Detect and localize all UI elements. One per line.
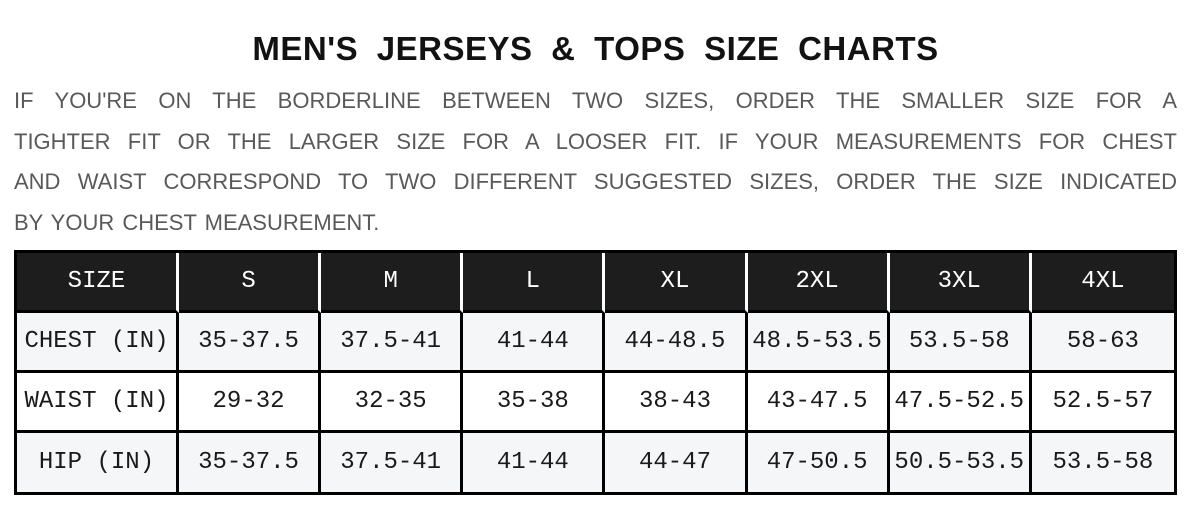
row-label-hip: HIP (IN) — [17, 433, 179, 492]
intro-line-1: IF YOU'RE ON THE BORDERLINE BETWEEN TWO SIZES, ORDER THE SMALLER SIZE FOR A — [14, 88, 1177, 113]
row-label-chest: CHEST (IN) — [17, 313, 179, 373]
cell-chest-2xl: 48.5-53.5 — [748, 313, 890, 373]
table-row-waist — [17, 373, 1174, 433]
cell-chest-4xl: 58-63 — [1032, 313, 1174, 373]
cell-hip-m: 37.5-41 — [321, 433, 463, 492]
header-cell-s: S — [179, 253, 321, 313]
cell-hip-xl: 44-47 — [605, 433, 747, 492]
cell-hip-3xl: 50.5-53.5 — [890, 433, 1032, 492]
cell-waist-4xl: 52.5-57 — [1032, 373, 1174, 433]
cell-waist-m: 32-35 — [321, 373, 463, 433]
table-row-chest — [17, 313, 1174, 373]
header-cell-size: SIZE — [17, 253, 179, 313]
cell-chest-m: 37.5-41 — [321, 313, 463, 373]
header-cell-m: M — [321, 253, 463, 313]
intro-line-2: TIGHTER FIT OR THE LARGER SIZE FOR A LOOSER FIT. IF YOUR MEASUREMENTS FOR CHEST — [14, 128, 1177, 154]
intro-line-3: AND WAIST CORRESPOND TO TWO DIFFERENT SUGGESTED SIZES, ORDER THE SIZE INDICATED — [14, 169, 1177, 194]
cell-hip-s: 35-37.5 — [179, 433, 321, 492]
cell-hip-2xl: 47-50.5 — [748, 433, 890, 492]
cell-waist-3xl: 47.5-52.5 — [890, 373, 1032, 433]
size-table — [14, 250, 1177, 495]
header-cell-3xl: 3XL — [890, 253, 1032, 313]
header-cell-xl: XL — [605, 253, 747, 313]
row-label-waist: WAIST (IN) — [17, 373, 179, 433]
cell-chest-3xl: 53.5-58 — [890, 313, 1032, 373]
header-cell-2xl: 2XL — [748, 253, 890, 313]
table-row-hip — [17, 433, 1174, 492]
header-cell-l: L — [463, 253, 605, 313]
intro-paragraph — [14, 81, 1177, 243]
header-cell-4xl: 4XL — [1032, 253, 1174, 313]
size-table-header-row — [17, 253, 1174, 313]
cell-chest-xl: 44-48.5 — [605, 313, 747, 373]
page-title: MEN'S JERSEYS & TOPS SIZE CHARTS — [252, 30, 939, 67]
intro-line-4: BY YOUR CHEST MEASUREMENT. — [14, 209, 380, 235]
cell-waist-xl: 38-43 — [605, 373, 747, 433]
cell-chest-s: 35-37.5 — [179, 313, 321, 373]
cell-chest-l: 41-44 — [463, 313, 605, 373]
cell-waist-l: 35-38 — [463, 373, 605, 433]
cell-hip-4xl: 53.5-58 — [1032, 433, 1174, 492]
cell-waist-s: 29-32 — [179, 373, 321, 433]
cell-hip-l: 41-44 — [463, 433, 605, 492]
cell-waist-2xl: 43-47.5 — [748, 373, 890, 433]
